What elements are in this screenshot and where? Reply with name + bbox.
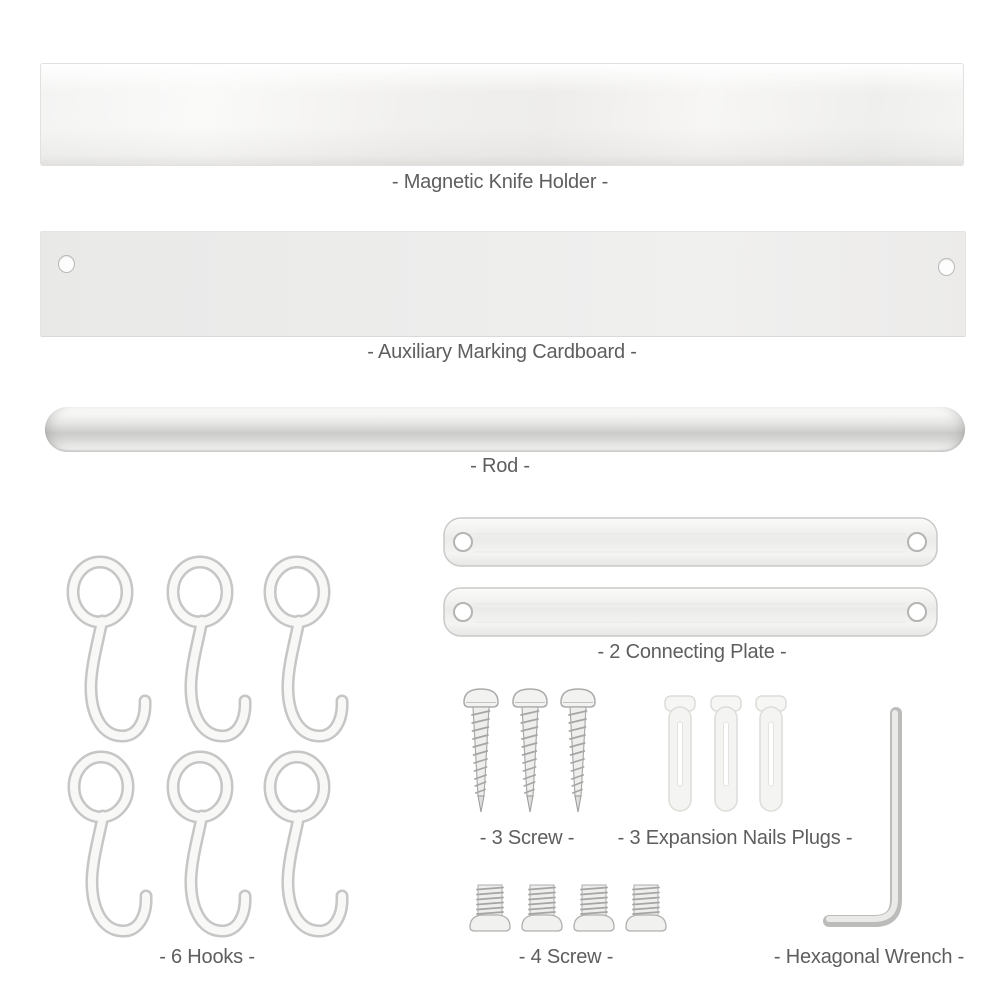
- expansion-plug-image: [756, 696, 786, 811]
- magnetic-knife-holder-label: - Magnetic Knife Holder -: [391, 171, 609, 193]
- long-screw-image: [464, 689, 498, 812]
- rod-label: - Rod -: [470, 455, 530, 477]
- expansion-plugs-label: - 3 Expansion Nails Plugs -: [617, 827, 853, 849]
- hook-image: [53, 547, 163, 747]
- short-screw-image: [574, 885, 614, 931]
- hook-image: [54, 742, 164, 942]
- expansion-plug-image: [665, 696, 695, 811]
- hook-image: [153, 742, 263, 942]
- auxiliary-marking-cardboard-label: - Auxiliary Marking Cardboard -: [367, 341, 637, 363]
- cardboard-hole-right: [938, 258, 955, 276]
- expansion-plugs-group: [660, 694, 790, 816]
- connecting-plate: [444, 588, 937, 636]
- connecting-plates-image: [440, 512, 940, 647]
- long-screws-group: [458, 686, 600, 818]
- hexagonal-wrench-image: [816, 704, 911, 936]
- expansion-plug-image: [711, 696, 741, 811]
- hook-image: [250, 742, 360, 942]
- short-screw-image: [522, 885, 562, 931]
- long-screw-image: [513, 689, 547, 812]
- hooks-label: - 6 Hooks -: [159, 946, 255, 968]
- short-screw-image: [470, 885, 510, 931]
- short-screws-label: - 4 Screw -: [518, 946, 614, 968]
- short-screw-image: [626, 885, 666, 931]
- connecting-plate-label: - 2 Connecting Plate -: [597, 641, 787, 663]
- hexagonal-wrench-label: - Hexagonal Wrench -: [773, 946, 965, 968]
- magnetic-knife-holder-image: [40, 63, 964, 166]
- cardboard-hole-left: [58, 255, 75, 273]
- rod-image: [45, 407, 965, 452]
- hook-image: [250, 547, 360, 747]
- long-screws-label: - 3 Screw -: [479, 827, 575, 849]
- auxiliary-marking-cardboard-image: [40, 231, 966, 337]
- short-screws-group: [466, 881, 670, 933]
- long-screw-image: [561, 689, 595, 812]
- connecting-plate: [444, 518, 937, 566]
- hook-image: [153, 547, 263, 747]
